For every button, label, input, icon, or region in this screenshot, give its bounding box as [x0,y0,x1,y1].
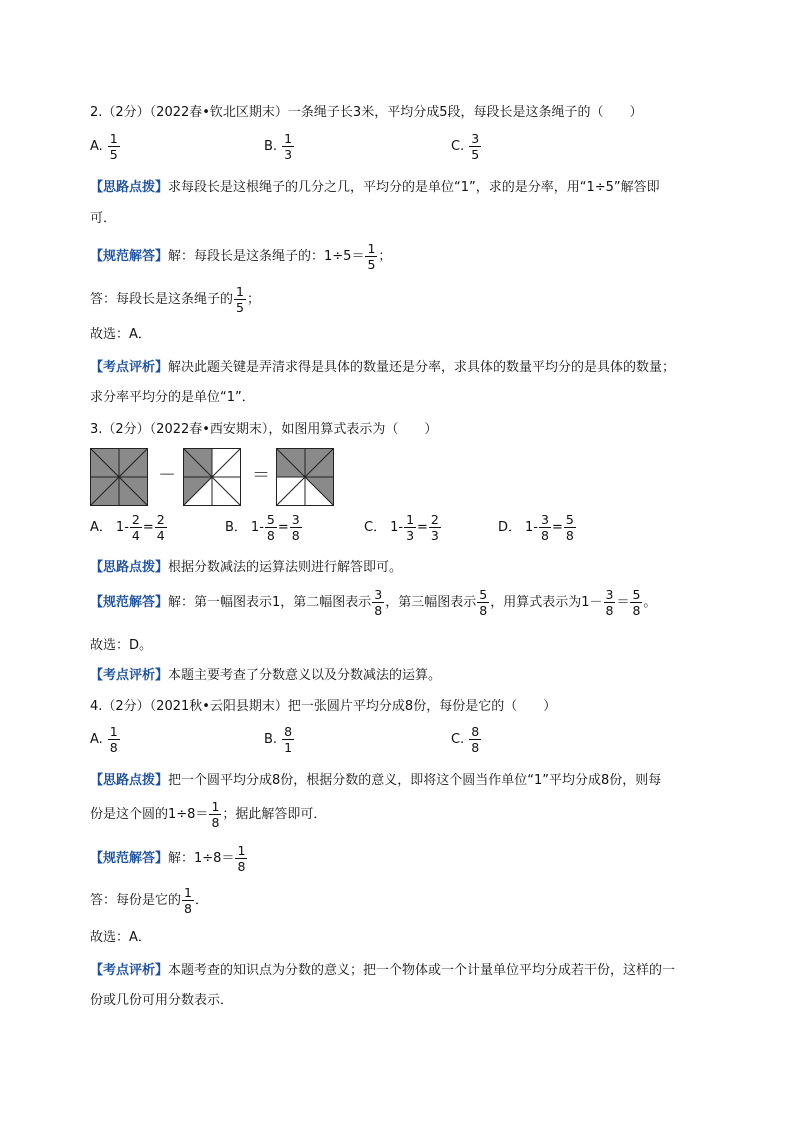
option-fraction [130,513,142,542]
denominator: 8 [291,528,300,544]
q2-hint-continued: 可． [90,211,117,226]
q3-option-c[interactable] [364,513,442,542]
minus-sign: － [158,465,176,486]
q2-option-a[interactable] [90,132,121,161]
option-fraction [108,132,120,161]
review-text: 本题考查的知识点为分数的意义；把一个物体或一个计量单位平均分成若干份，这样的一 [168,963,676,978]
q2-review [90,359,675,377]
hint-text: 份是这个圆的1÷8＝ [90,806,209,822]
denominator: 5 [471,147,480,163]
q3-hint [90,559,402,577]
q3-solution [90,588,656,617]
numerator: 1 [109,724,118,739]
denominator: 8 [109,740,118,756]
option-key: C. [451,731,465,747]
denominator: 3 [406,528,415,544]
whole-number: 1 [525,519,534,535]
denominator: 8 [471,740,480,756]
denominator: 8 [211,815,220,831]
review-text: 解决此题关键是弄清求得是具体的数量还是分率，求具体的数量平均分的是具体的数量； [168,360,676,375]
option-fraction [469,132,481,161]
numerator: 8 [284,724,293,739]
denominator: 5 [367,257,376,273]
option-key: A. [90,731,103,747]
answer-fraction [234,285,246,314]
numerator: 3 [374,587,383,602]
solution-text: 解：第一幅图表示1，第二幅图表示 [168,594,372,610]
option-key: B. [264,731,278,747]
option-key: C． [364,519,387,535]
q3-option-d[interactable] [498,513,577,542]
solution-label: 【规范解答】 [90,594,169,610]
q2-option-b[interactable] [264,132,295,161]
numerator: 1 [184,885,192,900]
q4-option-c[interactable] [451,725,482,754]
denominator: 8 [266,528,275,544]
option-key: A． [90,519,112,535]
hint-label: 【思路点拨】 [90,180,169,195]
q3-option-b[interactable] [225,513,303,542]
q2-review-continued: 求分率平均分的是单位“1”． [90,390,255,405]
hint-text: 根据分数减法的运算法则进行解答即可。 [168,560,403,575]
answer-fraction [182,886,194,915]
q4-hint [90,772,661,790]
numerator: 5 [565,512,574,527]
numerator: 3 [605,587,614,602]
figure-whole-square [90,448,148,506]
q3-review [90,667,441,685]
denominator: 4 [131,528,140,544]
solution-fraction [630,588,642,617]
numerator: 5 [632,587,641,602]
solution-text: 解：1÷8＝ [168,850,235,866]
denominator: 8 [479,603,488,619]
hint-fraction [209,800,221,829]
operator: - [533,519,538,535]
q2-option-c[interactable] [451,132,482,161]
figure-three-eighths [183,448,241,506]
q2-solution [90,242,391,271]
option-key: B. [264,138,278,154]
option-fraction [404,513,416,542]
solution-label: 【规范解答】 [90,850,169,866]
numerator: 1 [211,799,220,814]
q4-choice: 故选：A． [90,930,151,945]
numerator: 3 [541,512,549,527]
numerator: 8 [471,724,480,739]
numerator: 1 [109,131,118,146]
solution-text: 解：每段长是这条绳子的：1÷5＝ [168,248,365,264]
option-fraction [282,725,294,754]
equals: = [551,519,563,535]
whole-number: 1 [390,519,399,535]
option-fraction [539,513,551,542]
solution-fraction [235,844,247,873]
hint-label: 【思路点拨】 [90,773,169,788]
denominator: 8 [565,528,574,544]
numerator: 2 [156,512,165,527]
q2-answer [90,285,260,314]
numerator: 1 [237,843,246,858]
denominator: 8 [605,603,614,619]
review-label: 【考点评析】 [90,963,169,978]
numerator: 5 [266,512,275,527]
solution-fraction [372,588,384,617]
review-label: 【考点评析】 [90,360,169,375]
hint-label: 【思路点拨】 [90,560,169,575]
review-text: 本题主要考查了分数意义以及分数减法的运算。 [168,668,442,683]
denominator: 8 [184,901,192,917]
answer-text: 答：每份是它的 [90,892,182,908]
punctuation: ． [194,892,208,908]
option-result-fraction [564,513,576,542]
q3-option-a[interactable] [90,513,168,542]
option-fraction [469,725,481,754]
question-2-stem: 2.（2分）（2022春•钦北区期末）一条绳子长3米，平均分成5段，每段长是这条绳子的（ ） [90,105,643,120]
numerator: 5 [479,587,488,602]
q4-review [90,962,675,980]
solution-label: 【规范解答】 [90,248,169,264]
denominator: 3 [430,528,439,544]
q2-hint [90,179,660,197]
equals: = [142,519,154,535]
numerator: 2 [430,512,439,527]
q4-answer [90,886,208,915]
denominator: 8 [632,603,641,619]
punctuation: ； [378,248,392,264]
whole-number: 1 [250,519,260,535]
denominator: 8 [237,859,246,875]
q4-option-a[interactable] [90,725,121,754]
option-fraction [108,725,120,754]
denominator: 5 [236,300,244,316]
option-key: A. [90,138,103,154]
q4-solution [90,844,248,873]
q2-choice: 故选：A． [90,327,151,342]
numerator: 1 [367,241,376,256]
denominator: 4 [156,528,165,544]
numerator: 1 [406,512,415,527]
solution-fraction [365,242,377,271]
numerator: 1 [236,284,244,299]
solution-fraction [604,588,616,617]
solution-text: ，第三幅图表示 [385,594,477,610]
equals-sign: ＝ [252,465,270,486]
option-key: B． [225,519,247,535]
whole-number: 1 [115,519,125,535]
punctuation: ； [246,291,260,307]
q3-choice: 故选：D。 [90,638,153,653]
numerator: 3 [471,131,480,146]
numerator: 3 [291,512,300,527]
review-label: 【考点评析】 [90,668,169,683]
question-3-stem: 3.（2分）（2022春•西安期末），如图用算式表示为（ ） [90,422,438,437]
operator: - [259,519,264,535]
option-result-fraction [290,513,302,542]
question-4-stem: 4.（2分）（2021秋•云阳县期末）把一张圆片平均分成8份，每份是它的（ ） [90,699,557,714]
solution-text: ＝ [616,594,630,610]
answer-text: 答：每段长是这条绳子的 [90,291,234,307]
q4-hint-continued [90,800,326,829]
equals: = [277,519,289,535]
operator: - [398,519,404,535]
option-fraction [282,132,294,161]
option-result-fraction [429,513,441,542]
option-result-fraction [155,513,167,542]
solution-fraction [477,588,489,617]
punctuation: 。 [643,594,657,610]
option-key: C. [451,138,465,154]
figure-five-eighths [276,448,334,506]
option-key: D． [498,519,522,535]
denominator: 3 [284,147,293,163]
option-fraction [265,513,277,542]
q4-review-continued: 份或几份可用分数表示． [90,993,234,1008]
solution-text: ，用算式表示为1－ [490,594,603,610]
numerator: 1 [284,131,293,146]
equals: = [417,519,428,535]
denominator: 1 [284,740,293,756]
operator: - [124,519,129,535]
denominator: 5 [109,147,118,163]
denominator: 8 [541,528,549,544]
hint-text: 求每段长是这根绳子的几分之几，平均分的是单位“1”，求的是分率，用“1÷5”解答即 [168,180,660,195]
hint-text: 把一个圆平均分成8份，根据分数的意义，即将这个圆当作单位“1”平均分成8份，则每 [168,773,662,788]
numerator: 2 [131,512,140,527]
q4-option-b[interactable] [264,725,295,754]
denominator: 8 [374,603,383,619]
hint-text: ；据此解答即可． [222,806,327,822]
